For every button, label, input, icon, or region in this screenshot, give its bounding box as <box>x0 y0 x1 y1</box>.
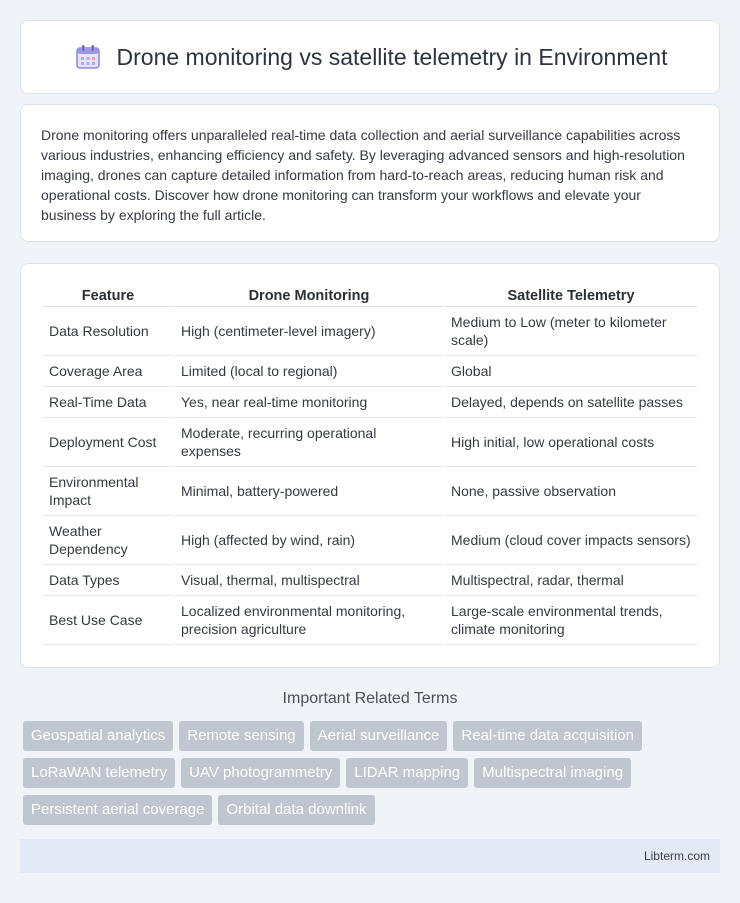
table-row <box>43 596 697 645</box>
table-row <box>43 565 697 596</box>
satellite-cell: Medium to Low (meter to kilometer scale) <box>445 307 697 356</box>
feature-cell: Weather Dependency <box>43 516 173 565</box>
table-row <box>43 356 697 387</box>
header-feature: Feature <box>43 282 173 307</box>
drone-cell: High (centimeter-level imagery) <box>175 307 443 356</box>
footer-site-link[interactable]: Libterm.com <box>643 849 710 863</box>
feature-cell: Best Use Case <box>43 596 173 645</box>
table-row <box>43 387 697 418</box>
page-title: Drone monitoring vs satellite telemetry in Environment <box>116 43 668 70</box>
satellite-cell: Large-scale environmental trends, climate monitoring <box>445 596 697 645</box>
drone-cell: High (affected by wind, rain) <box>175 516 443 565</box>
satellite-cell: None, passive observation <box>445 467 697 516</box>
drone-cell: Yes, near real-time monitoring <box>175 387 443 418</box>
table-header-row <box>43 282 697 307</box>
drone-cell: Moderate, recurring operational expenses <box>175 418 443 467</box>
footer <box>20 839 720 873</box>
term-tag[interactable]: Aerial surveillance <box>310 721 448 751</box>
intro-card <box>20 104 720 242</box>
feature-cell: Real-Time Data <box>43 387 173 418</box>
term-tag[interactable]: UAV photogrammetry <box>181 758 340 788</box>
term-tag[interactable]: Remote sensing <box>179 721 303 751</box>
feature-cell: Deployment Cost <box>43 418 173 467</box>
drone-cell: Visual, thermal, multispectral <box>175 565 443 596</box>
calendar-icon <box>73 42 103 72</box>
satellite-cell: Medium (cloud cover impacts sensors) <box>445 516 697 565</box>
feature-cell: Environmental Impact <box>43 467 173 516</box>
feature-cell: Data Resolution <box>43 307 173 356</box>
table-row <box>43 307 697 356</box>
term-tag[interactable]: LIDAR mapping <box>346 758 468 788</box>
satellite-cell: Delayed, depends on satellite passes <box>445 387 697 418</box>
feature-cell: Coverage Area <box>43 356 173 387</box>
table-row <box>43 516 697 565</box>
comparison-table <box>41 282 699 645</box>
term-tag[interactable]: Multispectral imaging <box>474 758 631 788</box>
title-card <box>20 20 720 94</box>
satellite-cell: High initial, low operational costs <box>445 418 697 467</box>
satellite-cell: Global <box>445 356 697 387</box>
term-tag[interactable]: Geospatial analytics <box>23 721 173 751</box>
term-tag[interactable]: Orbital data downlink <box>218 795 374 825</box>
comparison-card <box>20 263 720 668</box>
intro-paragraph: Drone monitoring offers unparalleled real-time data collection and aerial surveillance capabilities across various industries, enhancing efficiency and safety. By leveraging advanced sensors and high-resolution imaging, drones can capture detailed information from hard-to-reach areas, reducing human risk and operational costs. Discover how drone monitoring can transform your workflows and elevate your business by exploring the full article. <box>41 127 685 223</box>
satellite-cell: Multispectral, radar, thermal <box>445 565 697 596</box>
table-row <box>43 467 697 516</box>
related-terms-list <box>23 721 723 825</box>
term-tag[interactable]: LoRaWAN telemetry <box>23 758 175 788</box>
drone-cell: Limited (local to regional) <box>175 356 443 387</box>
header-drone: Drone Monitoring <box>175 282 443 307</box>
related-terms-heading: Important Related Terms <box>282 690 458 707</box>
drone-cell: Localized environmental monitoring, precision agriculture <box>175 596 443 645</box>
header-satellite: Satellite Telemetry <box>445 282 697 307</box>
term-tag[interactable]: Persistent aerial coverage <box>23 795 212 825</box>
feature-cell: Data Types <box>43 565 173 596</box>
term-tag[interactable]: Real-time data acquisition <box>453 721 642 751</box>
table-row <box>43 418 697 467</box>
drone-cell: Minimal, battery-powered <box>175 467 443 516</box>
